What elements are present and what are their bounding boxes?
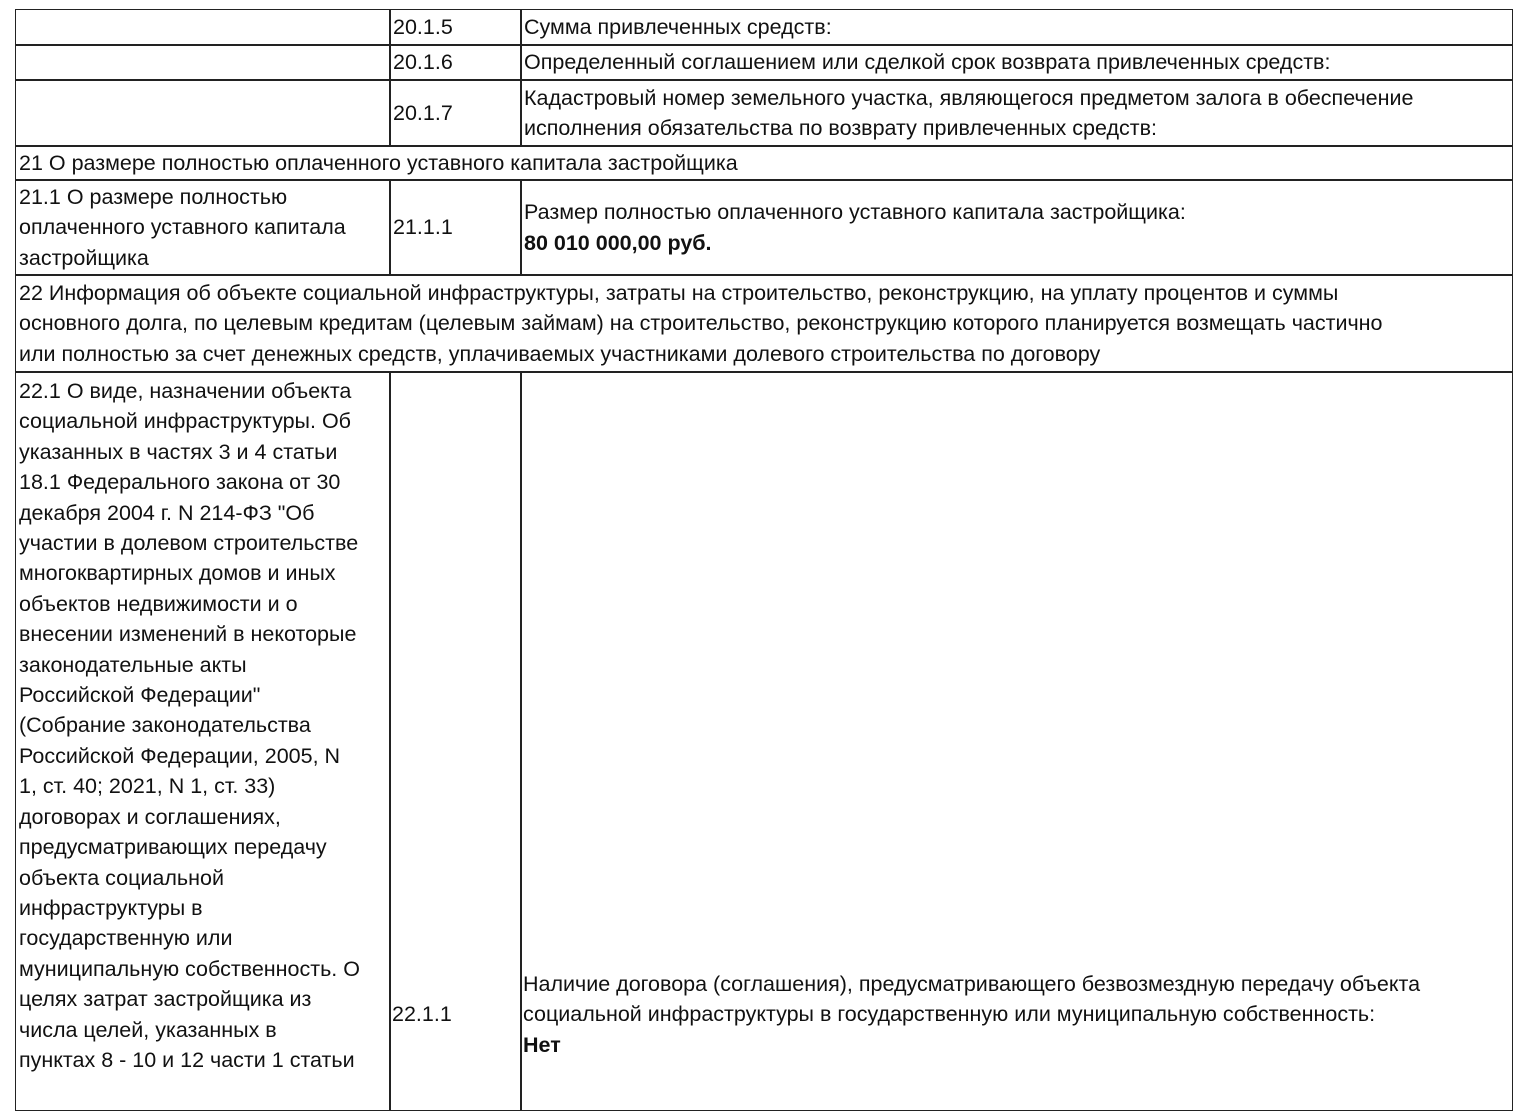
section-heading-text: 21 О размере полностью оплаченного уставного капитала застройщика <box>19 150 738 175</box>
subsection-line: внесении изменений в некоторые <box>19 622 357 647</box>
item-text-line: исполнения обязательства по возврату привлеченных средств: <box>524 116 1157 140</box>
subsection-line: 21.1 О размере полностью <box>19 184 288 209</box>
section-21-1-subsection <box>15 179 391 276</box>
subsection-line: (Собрание законодательства <box>19 713 311 738</box>
item-code: 22.1.1 <box>392 1002 452 1026</box>
item-label-line: Наличие договора (соглашения), предусматривающего безвозмездную передачу объекта <box>523 972 1421 996</box>
section-22-1-subsection <box>15 371 391 1111</box>
item-code: 21.1.1 <box>393 215 453 240</box>
subsection-line: указанных в частях 3 и 4 статьи <box>19 439 338 464</box>
subsection-line: Российской Федерации" <box>19 683 261 708</box>
row-20-1-6-code <box>389 44 522 81</box>
row-20-1-5-col1 <box>15 9 391 46</box>
item-text <box>523 969 1420 1060</box>
section-heading-line: или полностью за счет денежных средств, уплачиваемых участниками долевого строительства по договору <box>19 341 1101 366</box>
subsection-line: объектов недвижимости и о <box>19 591 298 616</box>
item-label-line: социальной инфраструктуры в государственную или муниципальную собственность: <box>523 1002 1376 1027</box>
subsection-line: договорах и соглашениях, <box>19 804 281 829</box>
item-value: Нет <box>523 1032 561 1057</box>
subsection-line: предусматривающих передачу <box>19 835 327 860</box>
subsection-line: участии в долевом строительстве <box>19 531 359 556</box>
subsection-line: декабря 2004 г. N 214-ФЗ "Об <box>19 500 315 525</box>
section-22-heading <box>15 274 1513 373</box>
item-label: Размер полностью оплаченного уставного капитала застройщика: <box>524 200 1186 225</box>
section-heading-line: основного долга, по целевым кредитам (целевым займам) на строительство, реконструкцию которого планируется возмещать частично <box>19 311 1383 336</box>
item-code: 20.1.6 <box>393 50 453 75</box>
subsection-line: объекта социальной <box>19 865 224 890</box>
subsection-line: муниципальную собственность. О <box>19 956 360 981</box>
item-value: 80 010 000,00 руб. <box>524 230 712 255</box>
row-20-1-5-code <box>389 9 522 46</box>
subsection-line: 1, ст. 40; 2021, N 1, ст. 33) <box>19 774 276 799</box>
row-20-1-6-text <box>520 44 1513 81</box>
subsection-line: 18.1 Федерального закона от 30 <box>19 470 341 495</box>
subsection-line: инфраструктуры в <box>19 895 203 920</box>
subsection-line: пунктах 8 - 10 и 12 части 1 статьи <box>19 1047 355 1072</box>
subsection-line: государственную или <box>19 926 233 951</box>
row-20-1-5-text <box>520 9 1513 46</box>
row-20-1-7-col1 <box>15 79 391 147</box>
subsection-line: застройщика <box>19 245 149 270</box>
item-text-line: Кадастровый номер земельного участка, являющегося предметом залога в обеспечение <box>524 85 1414 110</box>
subsection-line: оплаченного уставного капитала <box>19 215 346 240</box>
row-20-1-7-code <box>389 79 522 147</box>
subsection-line: социальной инфраструктуры. Об <box>19 409 351 434</box>
item-text: Сумма привлеченных средств: <box>524 15 832 40</box>
section-21-heading <box>15 145 1513 181</box>
row-20-1-6-col1 <box>15 44 391 81</box>
item-text: Определенный соглашением или сделкой срок возврата привлеченных средств: <box>524 50 1331 75</box>
item-code: 20.1.7 <box>393 100 453 125</box>
subsection-line: многоквартирных домов и иных <box>19 561 336 586</box>
row-20-1-7-text <box>520 79 1513 147</box>
subsection-line: числа целей, указанных в <box>19 1017 277 1042</box>
subsection-line: целях затрат застройщика из <box>19 987 312 1012</box>
row-21-1-1-text <box>520 179 1513 276</box>
section-heading-line: 22 Информация об объекте социальной инфраструктуры, затраты на строительство, реконструкцию, на уплату процентов и суммы <box>19 280 1339 305</box>
subsection-line: Российской Федерации, 2005, N <box>19 743 341 768</box>
subsection-line: законодательные акты <box>19 652 247 677</box>
item-code: 20.1.5 <box>393 15 453 40</box>
subsection-line: 22.1 О виде, назначении объекта <box>19 379 352 403</box>
row-21-1-1-code <box>389 179 522 276</box>
